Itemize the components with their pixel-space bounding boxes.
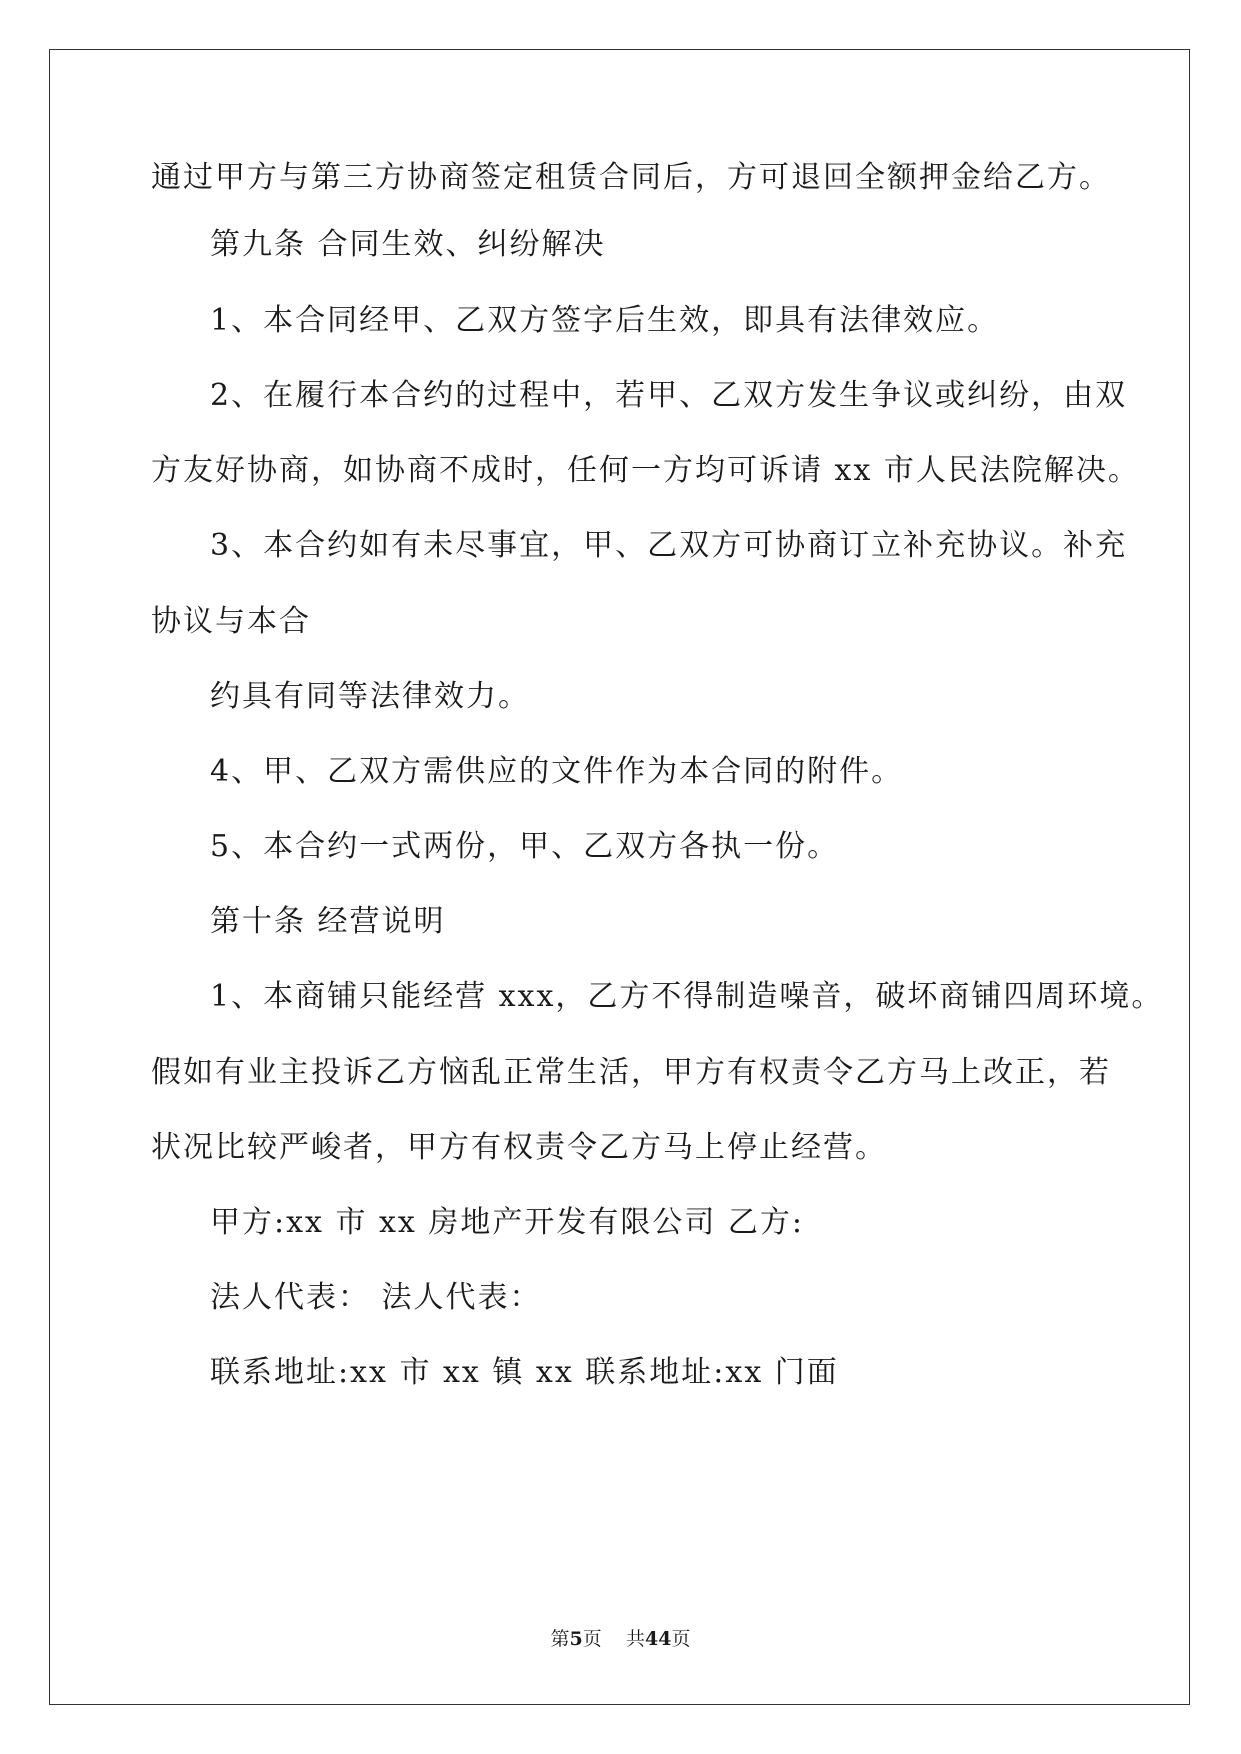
clause-9-1: 1、本合同经甲、乙双方签字后生效，即具有法律效应。 <box>210 303 1000 338</box>
clause-10-1-line-1: 1、本商铺只能经营 xxx，乙方不得制造噪音，破坏商铺四周环境。 <box>210 979 1164 1014</box>
article-10-heading: 第十条 经营说明 <box>210 904 446 939</box>
body-line-1: 通过甲方与第三方协商签定租赁合同后，方可退回全额押金给乙方。 <box>151 160 1111 195</box>
footer-total-prefix: 共 <box>625 1628 645 1650</box>
page-border <box>49 49 1190 1705</box>
clause-9-2-line-2: 方友好协商，如协商不成时，任何一方均可诉请 xx 市人民法院解决。 <box>151 453 1140 488</box>
footer-total-suffix: 页 <box>671 1628 691 1650</box>
clause-9-5: 5、本合约一式两份，甲、乙双方各执一份。 <box>210 829 840 864</box>
signature-legal-representatives: 法人代表： 法人代表： <box>210 1280 542 1315</box>
signature-addresses: 联系地址:xx 市 xx 镇 xx 联系地址:xx 门面 <box>210 1355 839 1390</box>
footer-page-number: 5 <box>569 1628 583 1650</box>
footer-page-prefix: 第 <box>550 1628 570 1650</box>
clause-9-2-line-1: 2、在履行本合约的过程中，若甲、乙双方发生争议或纠纷，由双 <box>210 378 1128 413</box>
clause-9-4: 4、甲、乙双方需供应的文件作为本合同的附件。 <box>210 754 904 789</box>
article-9-heading: 第九条 合同生效、纠纷解决 <box>210 227 606 262</box>
footer-page-suffix: 页 <box>582 1628 602 1650</box>
signature-parties: 甲方:xx 市 xx 房地产开发有限公司 乙方: <box>210 1205 805 1240</box>
page-footer <box>0 1627 1241 1651</box>
footer-total-pages: 44 <box>644 1628 672 1650</box>
clause-9-3-line-2: 协议与本合 <box>151 604 311 639</box>
clause-9-3-line-3: 约具有同等法律效力。 <box>210 679 530 714</box>
clause-10-1-line-2: 假如有业主投诉乙方恼乱正常生活，甲方有权责令乙方马上改正，若 <box>151 1055 1111 1090</box>
clause-10-1-line-3: 状况比较严峻者，甲方有权责令乙方马上停止经营。 <box>151 1130 887 1165</box>
clause-9-3-line-1: 3、本合约如有未尽事宜，甲、乙双方可协商订立补充协议。补充 <box>210 528 1128 563</box>
